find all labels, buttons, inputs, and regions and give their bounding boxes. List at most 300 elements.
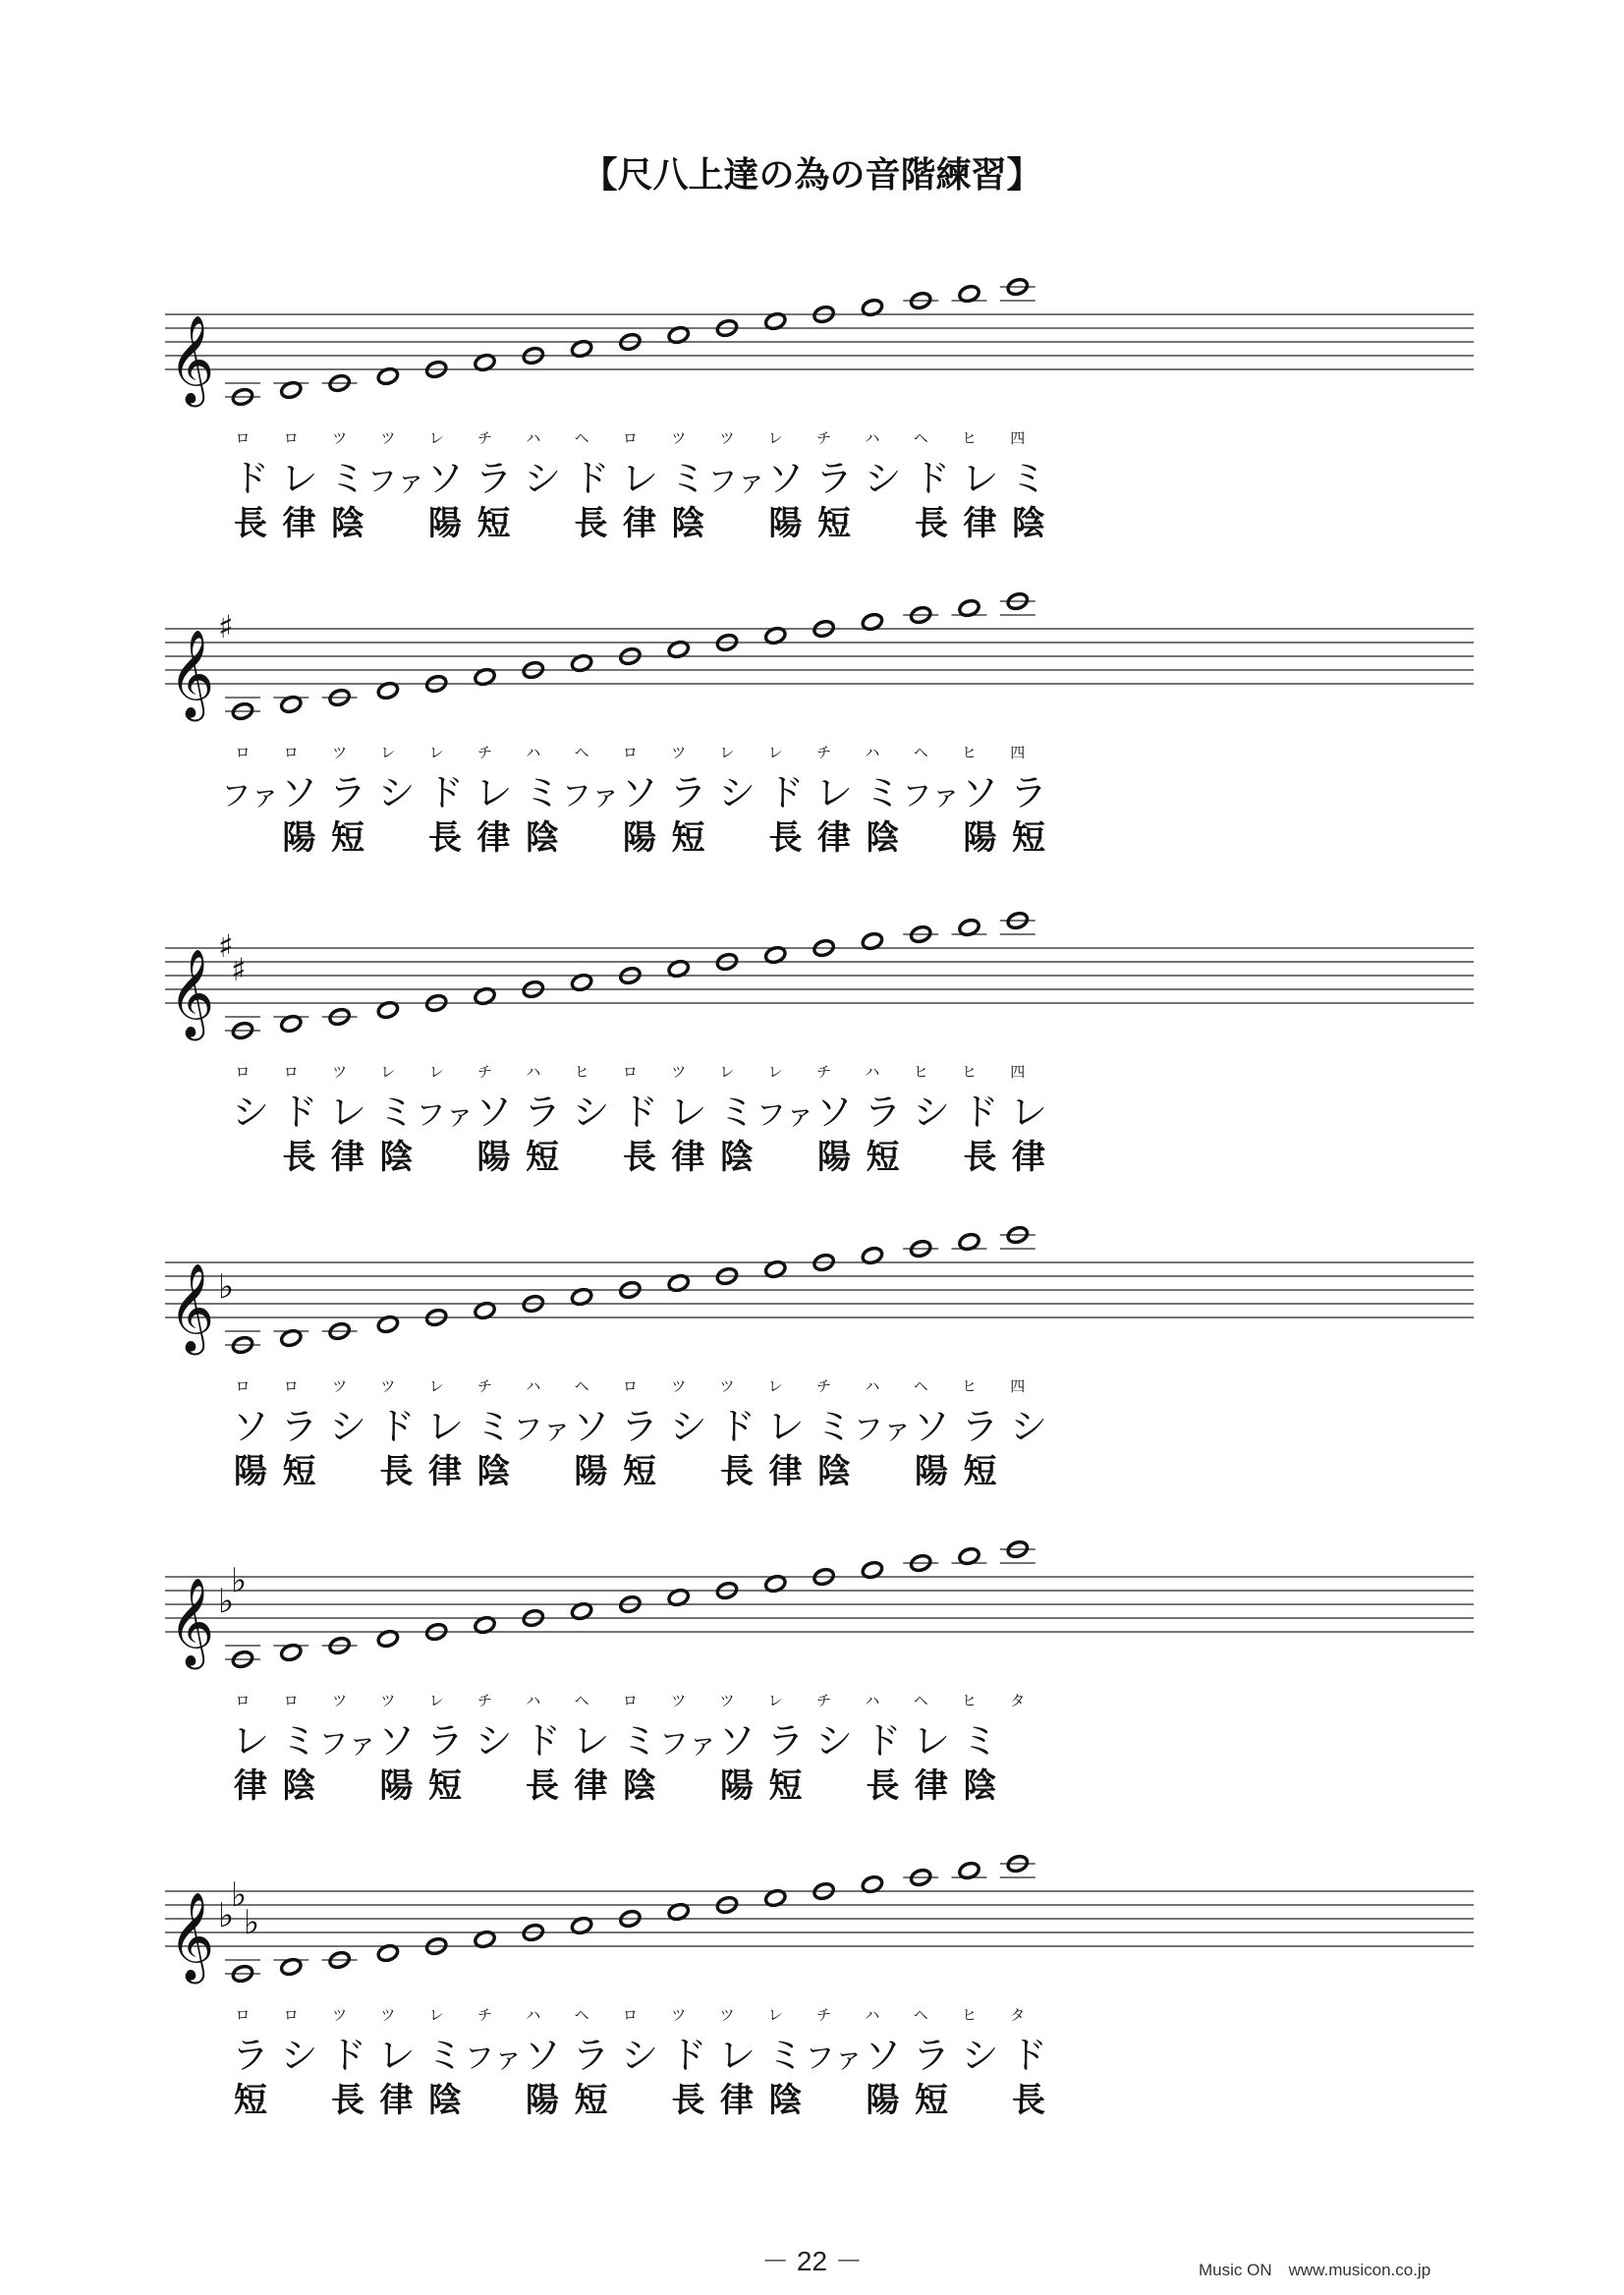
solfege-label: ラ	[523, 1091, 562, 1134]
scale-label: 律	[671, 1138, 705, 1177]
solfege-label: シ	[572, 1091, 610, 1134]
solfege-label: ド	[717, 1405, 756, 1448]
scale-label: 短	[282, 1452, 316, 1491]
solfege-label: ファ	[366, 465, 426, 499]
fingering-label: ヒ	[961, 1377, 978, 1395]
solfege-label: ミ	[717, 1091, 756, 1134]
solfege-label: ソ	[961, 771, 999, 814]
fingering-label: ハ	[526, 1063, 541, 1081]
fingering-label: レ	[428, 1377, 444, 1395]
scale-label: 律	[574, 1766, 608, 1806]
fingering-label: ツ	[332, 744, 348, 761]
solfege-label: ド	[280, 1091, 318, 1134]
solfege-label: ソ	[377, 1719, 416, 1763]
solfege-label: ミ	[1009, 457, 1048, 500]
solfege-label: シ	[475, 1719, 513, 1763]
solfege-label: ミ	[766, 2034, 805, 2077]
solfege-label: ド	[669, 2034, 707, 2077]
fingering-label: ロ	[283, 1377, 299, 1395]
solfege-label: ラ	[425, 1719, 465, 1763]
scale-label: 短	[671, 818, 705, 858]
scale-label: 長	[1012, 2081, 1045, 2120]
fingering-label: ツ	[719, 1692, 735, 1709]
solfege-label: ファ	[853, 1413, 913, 1447]
solfege-label: ド	[766, 771, 805, 814]
fingering-label: レ	[428, 429, 444, 447]
solfege-label: シ	[961, 2034, 999, 2077]
solfege-label: レ	[572, 1719, 610, 1763]
fingering-label: レ	[428, 744, 444, 761]
fingering-label: ツ	[671, 1063, 687, 1081]
solfege-label: シ	[669, 1405, 707, 1448]
fingering-label: ツ	[380, 2006, 396, 2024]
fingering-label: ヘ	[574, 429, 589, 447]
flat-icon: ♭	[218, 1582, 235, 1621]
fingering-label: ヘ	[574, 1377, 589, 1395]
scale-label: 陽	[379, 1766, 414, 1806]
fingering-label: ツ	[719, 1377, 735, 1395]
scale-label: 律	[768, 1452, 803, 1491]
scale-label: 長	[574, 504, 608, 543]
fingering-label: ヒ	[961, 429, 978, 447]
fingering-label: ツ	[719, 2006, 735, 2024]
solfege-label: レ	[717, 2034, 756, 2077]
fingering-label: ハ	[865, 744, 880, 761]
fingering-label: ヘ	[913, 1377, 928, 1395]
scale-label: 陽	[526, 2081, 559, 2120]
solfege-label: ファ	[902, 779, 961, 813]
page-number: － 22 －	[761, 2246, 863, 2276]
fingering-label: ロ	[235, 1377, 251, 1395]
solfege-label: ミ	[328, 457, 367, 500]
solfege-label: ミ	[377, 1091, 416, 1134]
solfege-label: ラ	[231, 2034, 270, 2077]
flat-icon: ♭	[244, 1903, 260, 1942]
scale-label: 陰	[282, 1766, 316, 1806]
fingering-label: レ	[767, 1377, 783, 1395]
staff-system	[165, 911, 1474, 1177]
solfege-label: レ	[814, 771, 854, 814]
solfege-label: ラ	[328, 771, 367, 814]
fingering-label: ロ	[283, 744, 299, 761]
fingering-label: ハ	[526, 1377, 541, 1395]
scale-label: 陽	[282, 818, 316, 858]
fingering-label: チ	[816, 1377, 832, 1395]
solfege-label: ミ	[814, 1405, 854, 1448]
solfege-label: ソ	[766, 457, 805, 500]
fingering-label: ツ	[671, 1692, 687, 1709]
solfege-label: シ	[1009, 1405, 1048, 1448]
scale-label: 律	[476, 818, 511, 858]
fingering-label: ヒ	[574, 1063, 589, 1081]
scale-label: 陽	[428, 504, 462, 543]
solfege-label: ラ	[475, 457, 513, 500]
staff-system	[165, 1854, 1474, 2120]
scale-label: 律	[331, 1138, 364, 1177]
scale-label: 律	[915, 1766, 948, 1806]
treble-clef-icon: 𝄞	[169, 949, 215, 1037]
fingering-label: ツ	[380, 429, 396, 447]
solfege-label: ファ	[658, 1727, 718, 1762]
fingering-label: ハ	[865, 1692, 880, 1709]
fingering-label: チ	[476, 744, 493, 761]
solfege-label: ミ	[669, 457, 707, 500]
fingering-label: レ	[380, 744, 396, 761]
scale-label: 陰	[476, 1452, 511, 1491]
sharp-icon: ♯	[218, 927, 234, 965]
scale-label: 短	[866, 1138, 900, 1177]
scale-label: 律	[282, 504, 316, 543]
solfege-label: ド	[864, 1719, 902, 1763]
scale-label: 短	[526, 1138, 559, 1177]
scale-label: 長	[866, 1766, 900, 1806]
fingering-label: ロ	[235, 1063, 251, 1081]
solfege-label: レ	[475, 771, 513, 814]
fingering-label: レ	[767, 744, 783, 761]
flat-icon: ♭	[231, 1875, 248, 1915]
fingering-label: ツ	[332, 1377, 348, 1395]
solfege-label: ソ	[523, 2034, 562, 2077]
fingering-label: チ	[476, 1377, 493, 1395]
solfege-label: ラ	[620, 1405, 659, 1448]
scale-label: 陽	[915, 1452, 948, 1491]
solfege-label: シ	[814, 1719, 854, 1763]
scale-label: 律	[720, 2081, 754, 2120]
fingering-label: レ	[767, 2006, 783, 2024]
solfege-label: ラ	[766, 1719, 805, 1763]
scale-label: 律	[234, 1766, 267, 1806]
fingering-label: チ	[816, 744, 832, 761]
solfege-label: ラ	[912, 2034, 951, 2077]
solfege-label: ファ	[756, 1098, 815, 1133]
fingering-label: ヘ	[913, 1692, 928, 1709]
scale-label: 陽	[963, 818, 997, 858]
fingering-label: 四	[1010, 1377, 1026, 1395]
fingering-label: チ	[816, 1063, 832, 1081]
fingering-label: ヘ	[913, 2006, 928, 2024]
solfege-label: ラ	[280, 1405, 318, 1448]
fingering-label: チ	[816, 1692, 832, 1709]
fingering-label: ロ	[235, 1692, 251, 1709]
scale-label: 律	[817, 818, 851, 858]
fingering-label: ツ	[671, 744, 687, 761]
solfege-label: ミ	[475, 1405, 513, 1448]
solfege-label: ミ	[864, 771, 902, 814]
solfege-label: ファ	[318, 1727, 377, 1762]
fingering-label: ヘ	[574, 1692, 589, 1709]
solfege-label: ソ	[231, 1405, 270, 1448]
staff-system	[165, 1539, 1474, 1806]
fingering-label: ロ	[622, 1692, 638, 1709]
fingering-label: ハ	[865, 1063, 880, 1081]
fingering-label: ツ	[671, 1377, 687, 1395]
fingering-label: チ	[476, 1692, 493, 1709]
fingering-label: レ	[380, 1063, 396, 1081]
solfege-label: レ	[231, 1719, 270, 1763]
fingering-label: ロ	[283, 2006, 299, 2024]
solfege-label: ソ	[814, 1091, 854, 1134]
scale-label: 陽	[768, 504, 803, 543]
scale-label: 律	[623, 504, 656, 543]
fingering-label: 四	[1010, 744, 1026, 761]
scale-label: 長	[526, 1766, 559, 1806]
fingering-label: ロ	[622, 1377, 638, 1395]
fingering-label: ツ	[671, 429, 687, 447]
fingering-label: レ	[719, 1063, 735, 1081]
fingering-label: チ	[476, 1063, 493, 1081]
solfege-label: ド	[328, 2034, 367, 2077]
treble-clef-icon: 𝄞	[169, 315, 215, 404]
scale-label: 陰	[428, 2081, 462, 2120]
fingering-label: ヘ	[574, 2006, 589, 2024]
solfege-label: ド	[231, 457, 270, 500]
fingering-label: ヘ	[574, 744, 589, 761]
solfege-label: ラ	[572, 2034, 610, 2077]
treble-clef-icon: 𝄞	[169, 1892, 215, 1981]
solfege-label: ソ	[620, 771, 659, 814]
solfege-label: ミ	[961, 1719, 999, 1763]
scale-label: 陰	[526, 818, 559, 858]
fingering-label: レ	[767, 1692, 783, 1709]
scale-label: 陰	[331, 504, 364, 543]
solfege-label: ファ	[707, 465, 766, 499]
scale-label: 陰	[671, 504, 705, 543]
scale-label: 陽	[866, 2081, 900, 2120]
fingering-label: ヒ	[961, 1692, 978, 1709]
fingering-label: ロ	[235, 429, 251, 447]
solfege-label: シ	[231, 1091, 270, 1134]
fingering-label: チ	[476, 429, 493, 447]
solfege-label: ファ	[561, 779, 621, 813]
fingering-label: ツ	[380, 1692, 396, 1709]
scale-label: 陰	[817, 1452, 851, 1491]
fingering-label: ヒ	[961, 744, 978, 761]
scale-label: 陰	[866, 818, 900, 858]
scale-label: 陰	[379, 1138, 414, 1177]
solfege-label: シ	[328, 1405, 367, 1448]
sharp-icon: ♯	[231, 951, 247, 988]
scale-label: 短	[1012, 818, 1045, 858]
fingering-label: ロ	[622, 2006, 638, 2024]
staff-system	[165, 277, 1474, 543]
scale-label: 長	[282, 1138, 316, 1177]
scale-label: 長	[915, 504, 948, 543]
fingering-label: ロ	[283, 1692, 299, 1709]
scale-label: 短	[768, 1766, 803, 1806]
solfege-label: ド	[523, 1719, 562, 1763]
solfege-label: レ	[377, 2034, 416, 2077]
solfege-label: ソ	[280, 771, 318, 814]
scale-label: 律	[963, 504, 997, 543]
fingering-label: ハ	[526, 744, 541, 761]
fingering-label: ロ	[235, 2006, 251, 2024]
solfege-label: ド	[377, 1405, 416, 1448]
flat-icon: ♭	[218, 1267, 235, 1307]
fingering-label: レ	[428, 1692, 444, 1709]
scale-label: 短	[817, 504, 851, 543]
treble-clef-icon: 𝄞	[169, 1263, 215, 1352]
solfege-label: ミ	[280, 1719, 318, 1763]
scale-label: 陽	[720, 1766, 754, 1806]
solfege-label: ファ	[464, 2042, 524, 2076]
solfege-label: ソ	[425, 457, 465, 500]
scale-label: 陰	[768, 2081, 803, 2120]
scale-label: 長	[671, 2081, 705, 2120]
scale-label: 陰	[623, 1766, 656, 1806]
fingering-label: ツ	[380, 1377, 396, 1395]
fingering-label: ハ	[526, 1692, 541, 1709]
solfege-label: ド	[1009, 2034, 1048, 2077]
scale-label: 陰	[963, 1766, 997, 1806]
scale-label: 陽	[623, 818, 656, 858]
fingering-label: ツ	[332, 2006, 348, 2024]
fingering-label: 四	[1010, 1063, 1026, 1081]
fingering-label: ハ	[865, 1377, 880, 1395]
solfege-label: ファ	[416, 1098, 475, 1133]
solfege-label: ソ	[572, 1405, 610, 1448]
fingering-label: ハ	[865, 2006, 880, 2024]
fingering-label: レ	[719, 744, 735, 761]
solfege-label: レ	[280, 457, 318, 500]
solfege-label: ソ	[912, 1405, 951, 1448]
scale-label: 短	[234, 2081, 267, 2120]
scale-label: 長	[720, 1452, 754, 1491]
flat-icon: ♭	[218, 1896, 235, 1935]
solfege-label: ラ	[961, 1405, 999, 1448]
solfege-label: ラ	[814, 457, 854, 500]
scale-label: 短	[963, 1452, 997, 1491]
flat-icon: ♭	[231, 1561, 248, 1600]
fingering-label: ロ	[622, 429, 638, 447]
fingering-label: ロ	[283, 1063, 299, 1081]
footer-credit: Music ON www.musicon.co.jp	[1199, 2261, 1431, 2279]
solfege-label: レ	[620, 457, 659, 500]
solfege-label: シ	[864, 457, 902, 500]
solfege-label: シ	[912, 1091, 951, 1134]
solfege-label: レ	[425, 1405, 465, 1448]
solfege-label: ミ	[620, 1719, 659, 1763]
scale-label: 陽	[574, 1452, 608, 1491]
solfege-label: シ	[377, 771, 416, 814]
fingering-label: レ	[428, 1063, 444, 1081]
page-title: 【尺八上達の為の音階練習】	[582, 155, 1042, 196]
fingering-label: ハ	[526, 2006, 541, 2024]
solfege-label: ミ	[425, 2034, 465, 2077]
fingering-label: レ	[767, 429, 783, 447]
solfege-label: ラ	[1009, 771, 1048, 814]
fingering-label: ヘ	[913, 429, 928, 447]
solfege-label: ラ	[669, 771, 707, 814]
scale-label: 律	[428, 1452, 462, 1491]
scale-label: 短	[915, 2081, 948, 2120]
solfege-label: ド	[912, 457, 951, 500]
fingering-label: ロ	[235, 744, 251, 761]
fingering-label: ハ	[526, 429, 541, 447]
solfege-label: ド	[425, 771, 465, 814]
solfege-label: レ	[1009, 1091, 1048, 1134]
scale-label: 長	[963, 1138, 997, 1177]
fingering-label: タ	[1010, 2006, 1026, 2024]
solfege-label: ファ	[221, 779, 280, 813]
fingering-label: チ	[816, 2006, 832, 2024]
fingering-label: レ	[767, 1063, 783, 1081]
solfege-label: ミ	[523, 771, 562, 814]
solfege-label: ファ	[513, 1413, 572, 1447]
fingering-label: ツ	[332, 429, 348, 447]
fingering-label: ヘ	[913, 744, 928, 761]
scale-label: 律	[379, 2081, 414, 2120]
scale-label: 長	[234, 504, 267, 543]
fingering-label: チ	[816, 429, 832, 447]
solfege-label: レ	[766, 1405, 805, 1448]
fingering-label: ヒ	[961, 2006, 978, 2024]
scale-label: 短	[331, 818, 364, 858]
fingering-label: ツ	[719, 429, 735, 447]
solfege-label: レ	[912, 1719, 951, 1763]
staff-system	[165, 591, 1474, 858]
scale-label: 陽	[817, 1138, 851, 1177]
solfege-label: レ	[961, 457, 999, 500]
solfege-label: シ	[523, 457, 562, 500]
scale-label: 短	[623, 1452, 656, 1491]
fingering-label: ツ	[332, 1692, 348, 1709]
scale-label: 律	[1012, 1138, 1045, 1177]
sharp-icon: ♯	[218, 608, 234, 645]
scale-label: 陽	[234, 1452, 267, 1491]
solfege-label: レ	[669, 1091, 707, 1134]
solfege-label: シ	[717, 771, 756, 814]
fingering-label: チ	[476, 2006, 493, 2024]
solfege-label: シ	[620, 2034, 659, 2077]
fingering-label: ハ	[865, 429, 880, 447]
fingering-label: ロ	[622, 1063, 638, 1081]
scale-label: 陽	[476, 1138, 511, 1177]
solfege-label: シ	[280, 2034, 318, 2077]
solfege-label: ソ	[717, 1719, 756, 1763]
fingering-label: ロ	[283, 429, 299, 447]
scale-label: 短	[574, 2081, 608, 2120]
scale-label: 長	[331, 2081, 364, 2120]
solfege-label: ド	[961, 1091, 999, 1134]
fingering-label: ヒ	[913, 1063, 928, 1081]
scale-label: 長	[623, 1138, 656, 1177]
fingering-label: ヒ	[961, 1063, 978, 1081]
fingering-label: レ	[428, 2006, 444, 2024]
solfege-label: ソ	[475, 1091, 513, 1134]
fingering-label: ツ	[332, 1063, 348, 1081]
fingering-label: ロ	[622, 744, 638, 761]
scale-label: 長	[379, 1452, 414, 1491]
treble-clef-icon: 𝄞	[169, 1578, 215, 1666]
fingering-label: タ	[1010, 1692, 1026, 1709]
scale-label: 陰	[1012, 504, 1045, 543]
solfege-label: レ	[328, 1091, 367, 1134]
solfege-label: ファ	[805, 2042, 864, 2076]
scale-label: 陰	[720, 1138, 754, 1177]
solfege-label: ド	[572, 457, 610, 500]
solfege-label: ラ	[864, 1091, 902, 1134]
scale-label: 短	[428, 1766, 462, 1806]
scale-label: 長	[768, 818, 803, 858]
solfege-label: ソ	[864, 2034, 902, 2077]
scale-label: 長	[428, 818, 462, 858]
scale-label: 短	[476, 504, 511, 543]
staff-system	[165, 1225, 1474, 1491]
fingering-label: 四	[1010, 429, 1026, 447]
solfege-label: ド	[620, 1091, 659, 1134]
fingering-label: ツ	[671, 2006, 687, 2024]
treble-clef-icon: 𝄞	[169, 630, 215, 718]
